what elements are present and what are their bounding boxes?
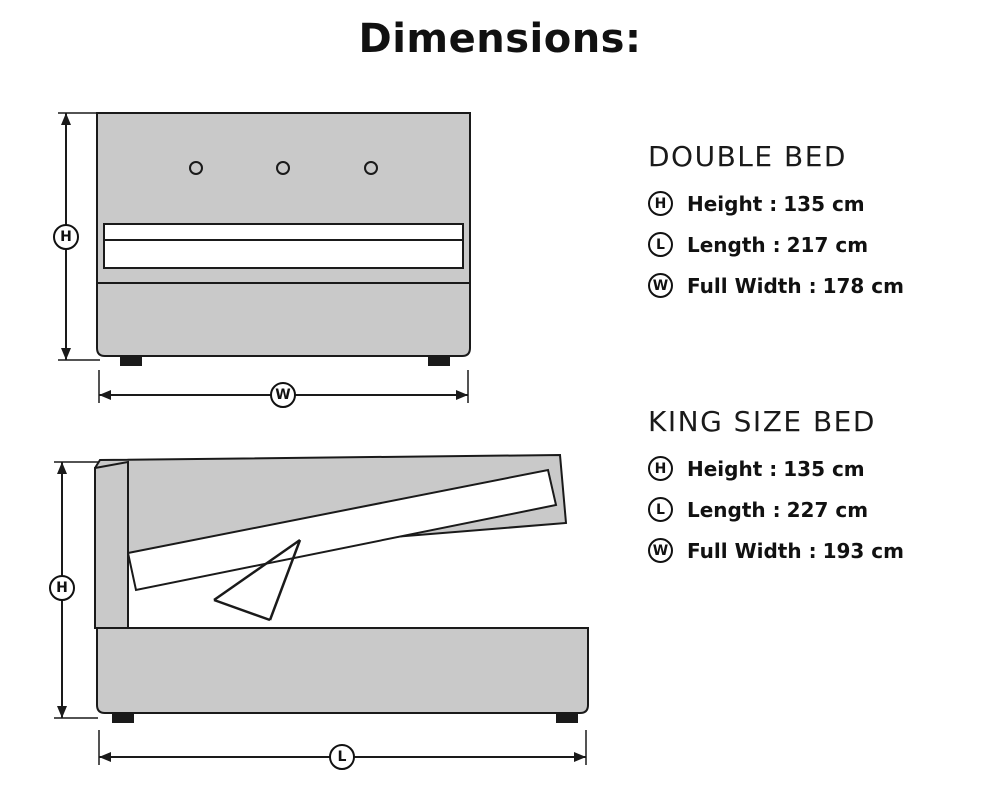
width-badge-icon: W xyxy=(648,538,673,563)
length-badge-icon: L xyxy=(648,232,673,257)
front-width-marker: W xyxy=(270,382,296,408)
arrow-head xyxy=(456,390,468,400)
double-bed-length-row xyxy=(648,232,904,257)
king-bed-length-row xyxy=(648,497,904,522)
double-bed-height-row xyxy=(648,191,904,216)
bed-foot xyxy=(112,713,134,723)
width-badge-icon: W xyxy=(648,273,673,298)
arrow-head xyxy=(99,390,111,400)
king-bed-width-row xyxy=(648,538,904,563)
height-label: Height : xyxy=(687,456,778,481)
height-badge-icon: H xyxy=(648,456,673,481)
bed-foot xyxy=(556,713,578,723)
arrow-head xyxy=(574,752,586,762)
length-value: 217 cm xyxy=(786,232,869,257)
arrow-head xyxy=(99,752,111,762)
page-title: Dimensions: xyxy=(358,16,642,62)
bed-foot xyxy=(428,356,450,366)
mattress-line xyxy=(104,224,463,240)
arrow-head xyxy=(57,706,67,718)
side-height-marker: H xyxy=(49,575,75,601)
headboard-side xyxy=(95,462,128,628)
width-label: Full Width : xyxy=(687,273,817,298)
double-bed-heading: DOUBLE BED xyxy=(648,140,847,173)
width-value: 178 cm xyxy=(822,273,904,298)
king-bed-height-row xyxy=(648,456,904,481)
width-label: Full Width : xyxy=(687,538,817,563)
king-bed-heading: KING SIZE BED xyxy=(648,405,876,438)
side-length-marker: L xyxy=(329,744,355,770)
arrow-head xyxy=(57,462,67,474)
bed-base-front xyxy=(97,283,470,356)
width-value: 193 cm xyxy=(822,538,904,563)
arrow-head xyxy=(61,348,71,360)
mattress-gap xyxy=(104,240,463,268)
height-label: Height : xyxy=(687,191,778,216)
length-badge-icon: L xyxy=(648,497,673,522)
height-value: 135 cm xyxy=(783,191,865,216)
spec-block-double-bed xyxy=(648,140,904,314)
length-value: 227 cm xyxy=(786,497,869,522)
front-height-marker: H xyxy=(53,224,79,250)
lift-strut xyxy=(214,600,270,620)
height-badge-icon: H xyxy=(648,191,673,216)
bed-base-side xyxy=(97,628,588,713)
length-label: Length : xyxy=(687,497,781,522)
double-bed-width-row xyxy=(648,273,904,298)
front-view-drawing xyxy=(58,113,470,403)
arrow-head xyxy=(61,113,71,125)
spec-block-king-size-bed xyxy=(648,405,904,579)
height-value: 135 cm xyxy=(783,456,865,481)
side-view-drawing xyxy=(54,455,588,765)
bed-foot xyxy=(120,356,142,366)
length-label: Length : xyxy=(687,232,781,257)
